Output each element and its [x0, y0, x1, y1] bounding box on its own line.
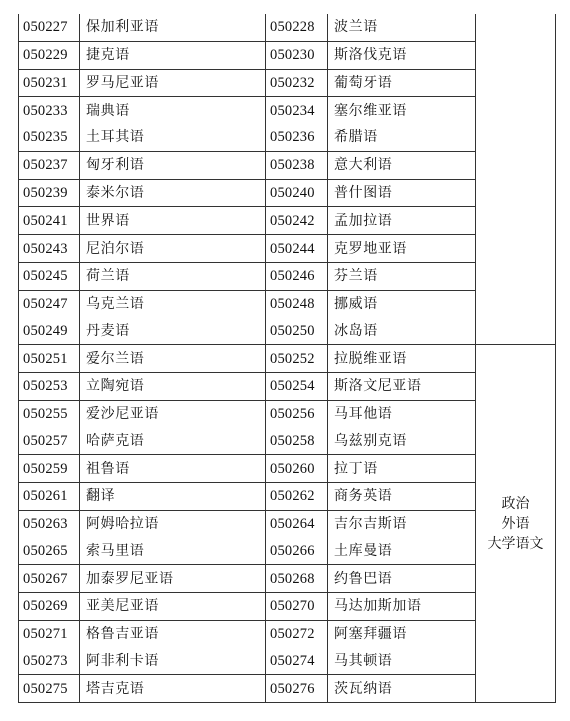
major-name-cell: 孟加拉语	[328, 207, 476, 235]
major-code-cell: 050230	[266, 41, 328, 69]
major-name-cell: 阿姆哈拉语	[80, 510, 266, 537]
major-code-cell: 050253	[19, 372, 80, 400]
major-name-cell: 哈萨克语	[80, 427, 266, 454]
major-name-cell: 加泰罗尼亚语	[80, 565, 266, 593]
table-row	[19, 593, 556, 621]
major-code-cell: 050236	[266, 124, 328, 151]
major-name-cell: 世界语	[80, 207, 266, 235]
major-code-cell: 050246	[266, 262, 328, 290]
major-code-cell: 050233	[19, 97, 80, 124]
major-code-cell: 050271	[19, 620, 80, 647]
major-code-cell: 050268	[266, 565, 328, 593]
exam-subject-label: 外语	[501, 515, 530, 532]
major-name-cell: 阿非利卡语	[80, 648, 266, 675]
major-code-cell: 050265	[19, 538, 80, 565]
major-code-cell: 050266	[266, 538, 328, 565]
major-name-cell: 乌克兰语	[80, 290, 266, 317]
table-row	[19, 262, 556, 290]
table-row	[19, 207, 556, 235]
major-name-cell: 保加利亚语	[80, 14, 266, 41]
table-row	[19, 648, 556, 675]
major-code-cell: 050244	[266, 235, 328, 263]
major-name-cell: 索马里语	[80, 538, 266, 565]
major-name-cell: 格鲁吉亚语	[80, 620, 266, 647]
major-code-cell: 050241	[19, 207, 80, 235]
major-code-cell: 050237	[19, 151, 80, 179]
table-row	[19, 317, 556, 344]
table-row	[19, 124, 556, 151]
major-name-cell: 祖鲁语	[80, 455, 266, 483]
table-row	[19, 483, 556, 511]
exam-subject-label: 政治	[501, 495, 530, 512]
major-name-cell: 冰岛语	[328, 317, 476, 344]
exam-subjects-cell-upper	[476, 14, 556, 345]
major-name-cell: 拉丁语	[328, 455, 476, 483]
major-code-cell: 050257	[19, 427, 80, 454]
table-row	[19, 14, 556, 41]
major-name-cell: 荷兰语	[80, 262, 266, 290]
major-code-cell: 050263	[19, 510, 80, 537]
major-code-cell: 050243	[19, 235, 80, 263]
table-row	[19, 41, 556, 69]
table-row	[19, 345, 556, 373]
major-code-cell: 050254	[266, 372, 328, 400]
major-name-cell: 葡萄牙语	[328, 69, 476, 97]
major-code-cell: 050256	[266, 400, 328, 427]
major-name-cell: 茨瓦纳语	[328, 675, 476, 703]
major-code-cell: 050258	[266, 427, 328, 454]
major-name-cell: 匈牙利语	[80, 151, 266, 179]
major-code-cell: 050270	[266, 593, 328, 621]
major-code-cell: 050238	[266, 151, 328, 179]
table-row	[19, 400, 556, 427]
table-row	[19, 675, 556, 703]
table-row	[19, 427, 556, 454]
table-row	[19, 538, 556, 565]
document-page	[18, 14, 555, 709]
major-name-cell: 芬兰语	[328, 262, 476, 290]
major-name-cell: 波兰语	[328, 14, 476, 41]
major-code-cell: 050276	[266, 675, 328, 703]
major-code-cell: 050264	[266, 510, 328, 537]
major-code-cell: 050272	[266, 620, 328, 647]
major-code-cell: 050231	[19, 69, 80, 97]
major-code-cell: 050261	[19, 483, 80, 511]
major-name-cell: 尼泊尔语	[80, 235, 266, 263]
major-code-cell: 050274	[266, 648, 328, 675]
major-code-cell: 050247	[19, 290, 80, 317]
table-row	[19, 179, 556, 207]
major-name-cell: 克罗地亚语	[328, 235, 476, 263]
major-name-cell: 翻译	[80, 483, 266, 511]
major-name-cell: 希腊语	[328, 124, 476, 151]
major-name-cell: 斯洛文尼亚语	[328, 372, 476, 400]
major-name-cell: 马其顿语	[328, 648, 476, 675]
major-code-cell: 050227	[19, 14, 80, 41]
major-code-cell: 050248	[266, 290, 328, 317]
major-name-cell: 斯洛伐克语	[328, 41, 476, 69]
major-code-table	[18, 14, 556, 703]
major-name-cell: 马耳他语	[328, 400, 476, 427]
major-name-cell: 亚美尼亚语	[80, 593, 266, 621]
table-row	[19, 455, 556, 483]
major-code-cell: 050259	[19, 455, 80, 483]
table-row	[19, 290, 556, 317]
major-code-cell: 050267	[19, 565, 80, 593]
major-name-cell: 意大利语	[328, 151, 476, 179]
table-row	[19, 97, 556, 124]
major-code-cell: 050249	[19, 317, 80, 344]
major-code-cell: 050234	[266, 97, 328, 124]
major-name-cell: 乌兹别克语	[328, 427, 476, 454]
major-code-cell: 050229	[19, 41, 80, 69]
major-name-cell: 土耳其语	[80, 124, 266, 151]
major-code-cell: 050250	[266, 317, 328, 344]
major-name-cell: 捷克语	[80, 41, 266, 69]
major-code-cell: 050235	[19, 124, 80, 151]
major-name-cell: 爱沙尼亚语	[80, 400, 266, 427]
table-row	[19, 510, 556, 537]
major-name-cell: 拉脱维亚语	[328, 345, 476, 373]
major-code-cell: 050232	[266, 69, 328, 97]
major-code-cell: 050255	[19, 400, 80, 427]
major-name-cell: 立陶宛语	[80, 372, 266, 400]
major-code-cell: 050262	[266, 483, 328, 511]
table-row	[19, 69, 556, 97]
table-row	[19, 235, 556, 263]
major-code-cell: 050245	[19, 262, 80, 290]
major-code-cell: 050240	[266, 179, 328, 207]
major-code-cell: 050273	[19, 648, 80, 675]
major-code-cell: 050275	[19, 675, 80, 703]
major-name-cell: 阿塞拜疆语	[328, 620, 476, 647]
major-code-cell: 050251	[19, 345, 80, 373]
major-code-cell: 050260	[266, 455, 328, 483]
major-name-cell: 丹麦语	[80, 317, 266, 344]
table-row	[19, 151, 556, 179]
major-name-cell: 爱尔兰语	[80, 345, 266, 373]
table-row	[19, 620, 556, 647]
exam-subjects-cell	[476, 345, 556, 703]
table-body	[19, 14, 556, 703]
major-name-cell: 吉尔吉斯语	[328, 510, 476, 537]
major-name-cell: 罗马尼亚语	[80, 69, 266, 97]
major-code-cell: 050239	[19, 179, 80, 207]
major-name-cell: 马达加斯加语	[328, 593, 476, 621]
major-name-cell: 塞尔维亚语	[328, 97, 476, 124]
major-name-cell: 挪威语	[328, 290, 476, 317]
major-name-cell: 约鲁巴语	[328, 565, 476, 593]
table-row	[19, 372, 556, 400]
major-code-cell: 050228	[266, 14, 328, 41]
major-name-cell: 普什图语	[328, 179, 476, 207]
major-name-cell: 泰米尔语	[80, 179, 266, 207]
major-name-cell: 商务英语	[328, 483, 476, 511]
major-code-cell: 050269	[19, 593, 80, 621]
table-row	[19, 565, 556, 593]
major-code-cell: 050242	[266, 207, 328, 235]
exam-subject-label: 大学语文	[487, 535, 544, 552]
major-name-cell: 土库曼语	[328, 538, 476, 565]
major-name-cell: 塔吉克语	[80, 675, 266, 703]
major-name-cell: 瑞典语	[80, 97, 266, 124]
major-code-cell: 050252	[266, 345, 328, 373]
